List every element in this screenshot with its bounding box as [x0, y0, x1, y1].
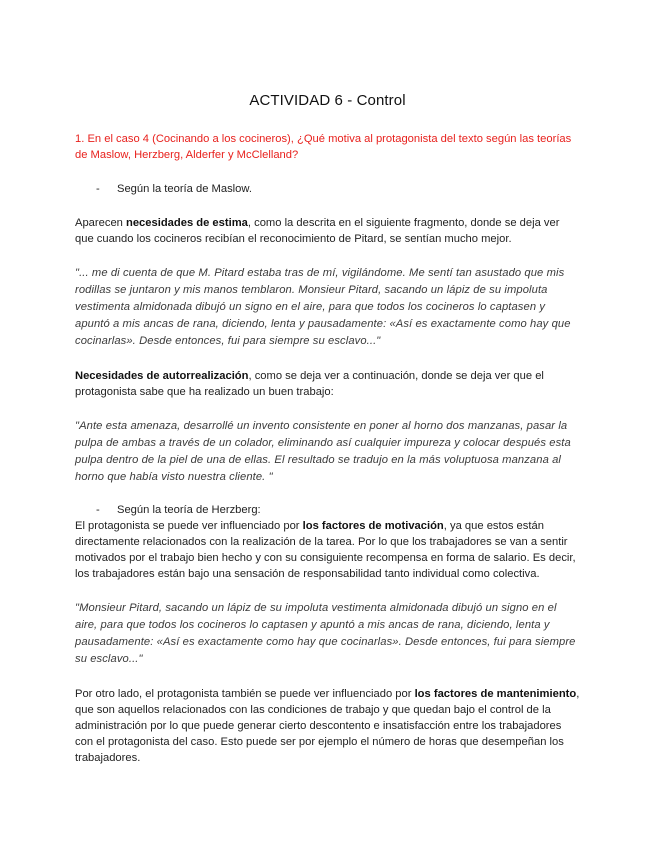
bullet-herzberg — [96, 502, 580, 518]
bullet-dash: - — [96, 504, 100, 516]
text-span: , como se deja ver a continuación, donde se deja ver que el protagonista sabe que ha realizado un buen trabajo: — [75, 370, 544, 398]
text-span: El protagonista se puede ver influenciado por — [75, 520, 303, 532]
maslow-quote-2: "Ante esta amenaza, desarrollé un invento consistente en poner al horno dos manzanas, pasar la pulpa de ambas a través de un colador, eliminando así cualquier impureza y colocar después esta pulpa dentro de la piel de una de ellas. El resultado se tradujo en la más voluptuosa manzana al horno que había visto nuestra cliente. " — [75, 420, 571, 483]
bold-term: los factores de mantenimiento — [414, 688, 577, 700]
text-span: Por otro lado, el protagonista también se puede ver influenciado por — [75, 688, 415, 700]
herzberg-paragraph-motivacion — [75, 518, 580, 582]
herzberg-quote: "Monsieur Pitard, sacando un lápiz de su impoluta vestimenta almidonada dibujó un signo en el aire, para que todos los cocineros lo captasen y apuntó a mis ancas de rana, diciendo, lenta y pausadamente: «Así es exactamente como hay que cocinarlas». Desde entonces, fui para siempre su esclavo..." — [75, 602, 576, 665]
maslow-paragraph-estima — [75, 215, 580, 247]
bold-term: Necesidades de autorrealización — [75, 370, 249, 382]
page-title: ACTIVIDAD 6 - Control — [249, 92, 406, 109]
bullet-maslow — [96, 181, 580, 197]
text-span: , como la descrita en el siguiente fragmento, donde se deja ver que cuando los cocineros recibían el reconocimiento de Pitard, se sentían mucho mejor. — [75, 217, 560, 245]
bullet-maslow-label: Según la teoría de Maslow. — [117, 183, 252, 195]
maslow-quote-1: "... me di cuenta de que M. Pitard estaba tras de mí, vigilándome. Me sentí tan asustado que mis rodillas se juntaron y mis manos temblaron. Monsieur Pitard, sacando un lápiz de su impoluta vestimenta almidonada dibujó un signo en el aire, para que todos los cocineros lo captasen y apuntó a mis ancas de rana, diciendo, lenta y pausadamente: «Así es exactamente como hay que cocinarlas». Desde entonces, fui para siempre su esclavo..." — [75, 267, 571, 347]
bullet-herzberg-label: Según la teoría de Herzberg: — [117, 504, 261, 516]
herzberg-paragraph-mantenimiento — [75, 686, 580, 766]
bold-term: los factores de motivación — [302, 520, 444, 532]
question-text: 1. En el caso 4 (Cocinando a los cocineros), ¿Qué motiva al protagonista del texto según las teorías de Maslow, Herzberg, Alderfer y McClelland? — [75, 133, 572, 161]
text-span: , que son aquellos relacionados con las condiciones de trabajo y que quedan bajo el control de la administración por lo que puede generar cierto descontento e insatisfacción entre los trabajadores con el protagonista del caso. Esto puede ser por ejemplo el número de horas que desempeñan los trabajadores. — [75, 688, 580, 764]
maslow-paragraph-autorrealizacion — [75, 368, 580, 400]
bold-term: necesidades de estima — [126, 217, 248, 229]
text-span: Aparecen — [75, 217, 126, 229]
text-span: , ya que estos están directamente relacionados con la realización de la tarea. Por lo que los trabajadores se van a sentir motivados por el trabajo bien hecho y con su consiguiente recompensa en forma de salario. Es decir, los trabajadores están bajo una sensación de responsabilidad tanto individual como colectiva. — [75, 520, 576, 580]
bullet-dash: - — [96, 183, 100, 195]
